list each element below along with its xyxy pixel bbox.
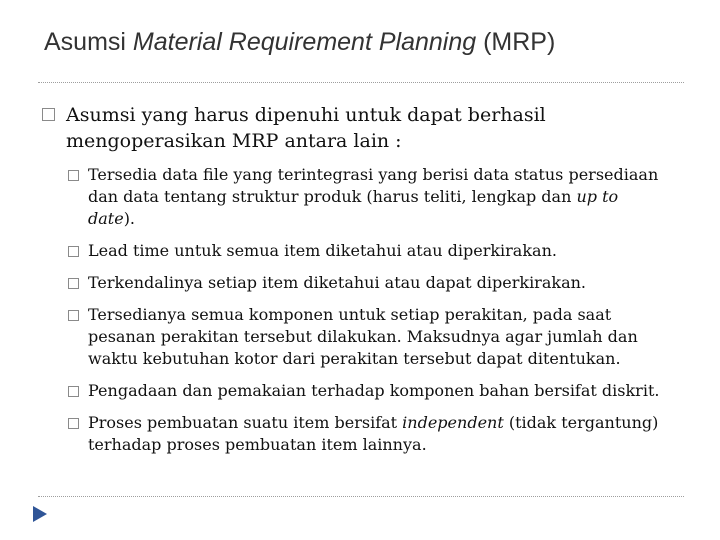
- title-suffix: (MRP): [476, 28, 556, 56]
- item-text: Terkendalinya setiap item diketahui atau dapat diperkirakan.: [88, 273, 586, 292]
- item-emphasis: independent: [402, 413, 504, 432]
- intro-text: Asumsi yang harus dipenuhi untuk dapat berhasil mengoperasikan MRP antara lain :: [66, 104, 546, 152]
- square-box-icon: [68, 310, 79, 321]
- item-text: Tersedianya semua komponen untuk setiap perakitan, pada saat pesanan perakitan tersebut dilakukan. Maksudnya agar jumlah dan waktu kebutuhan kotor dari perakitan tersebut dapat ditentukan.: [88, 305, 638, 368]
- square-box-icon: [68, 418, 79, 429]
- item-text-end: (tidak tergantung) terhadap proses pembuatan item lainnya.: [88, 413, 659, 454]
- square-box-icon: [68, 246, 79, 257]
- list-item: [68, 240, 668, 262]
- list-item: [68, 272, 668, 294]
- play-arrow-icon[interactable]: [33, 506, 47, 522]
- title-prefix: Asumsi: [44, 28, 133, 56]
- item-text: Lead time untuk semua item diketahui atau diperkirakan.: [88, 241, 557, 260]
- square-box-icon: [42, 108, 55, 121]
- bottom-divider: [38, 496, 684, 497]
- list-item: [68, 164, 668, 230]
- top-divider: [38, 82, 684, 83]
- slide-body: [42, 102, 662, 466]
- title-emphasis: Material Requirement Planning: [132, 28, 477, 56]
- item-text: Tersedia data file yang terintegrasi yang berisi data status persediaan dan data tentang struktur produk (harus teliti, lengkap dan: [88, 165, 659, 206]
- item-emphasis: up to date: [88, 187, 619, 228]
- square-box-icon: [68, 278, 79, 289]
- list-item: [68, 380, 668, 402]
- list-item: [68, 304, 668, 370]
- intro-bullet: [42, 102, 662, 154]
- item-text: Proses pembuatan suatu item bersifat: [88, 413, 403, 432]
- slide-title: [44, 28, 555, 57]
- square-box-icon: [68, 170, 79, 181]
- item-text: Pengadaan dan pemakaian terhadap komponen bahan bersifat diskrit.: [88, 381, 660, 400]
- item-text-end: ).: [123, 209, 136, 228]
- list-item: [68, 412, 668, 456]
- assumption-list: [68, 164, 668, 456]
- square-box-icon: [68, 386, 79, 397]
